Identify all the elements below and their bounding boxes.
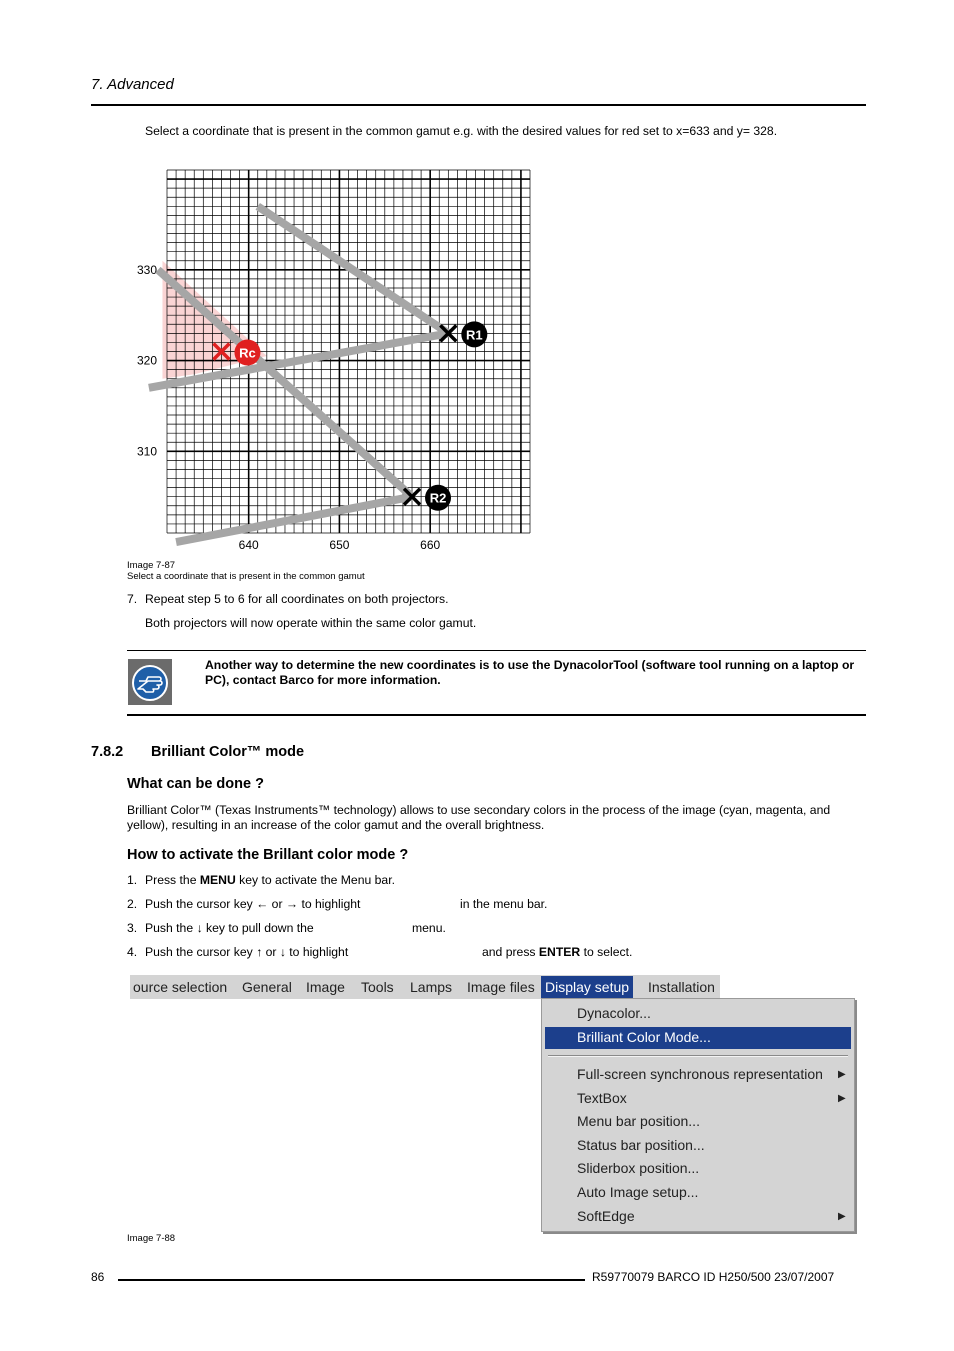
menu-item-textbox[interactable]: TextBox	[577, 1090, 627, 1106]
menu-item-auto-image-setup[interactable]: Auto Image setup...	[577, 1184, 699, 1200]
x-tick-label: 650	[329, 538, 350, 552]
what-text: Brilliant Color™ (Texas Instruments™ technology) allows to use secondary colors in the process of the image (cyan, magenta, and yellow), resulting in an increase of the color gamut and the overall brightness.	[127, 803, 831, 832]
menu-display-setup[interactable]: Display setup	[541, 976, 633, 998]
step-7-number: 7.	[127, 592, 138, 606]
footer-doc-id: R59770079 BARCO ID H250/500 23/07/2007	[592, 1270, 835, 1284]
display-setup-dropdown	[541, 998, 855, 1232]
intro-text: Select a coordinate that is present in the common gamut e.g. with the desired values for red set to x=633 and y= 328.	[145, 124, 778, 138]
section-title: Brilliant Color™ mode	[151, 744, 305, 760]
menu-item-brilliant-color-mode[interactable]: Brilliant Color Mode...	[577, 1029, 711, 1045]
point-label-r2: R2	[429, 490, 447, 506]
figure-2-number: Image 7-88	[127, 1233, 176, 1244]
submenu-arrow-icon: ▶	[838, 1069, 846, 1080]
submenu-arrow-icon: ▶	[838, 1093, 846, 1104]
step-3-text-a: Push the ↓ key to pull down the	[145, 921, 314, 935]
step-1-number: 1.	[127, 873, 138, 887]
note-text: Another way to determine the new coordinates is to use the DynacolorTool (software tool running on a laptop or PC), contact Barco for more information.	[205, 658, 855, 687]
y-tick-label: 330	[136, 262, 157, 277]
step-3-number: 3.	[127, 921, 138, 935]
step-4-number: 4.	[127, 945, 138, 959]
submenu-arrow-icon: ▶	[838, 1211, 846, 1222]
section-number: 7.8.2	[91, 744, 124, 760]
note-bottom-rule	[127, 714, 866, 716]
step-4-text-b: and press ENTER to select.	[482, 945, 633, 959]
menu-source-selection[interactable]: ource selection	[133, 979, 228, 995]
header-rule	[91, 104, 866, 106]
x-tick-label: 660	[420, 538, 441, 552]
menu-item-full-screen-sync[interactable]: Full-screen synchronous representation	[577, 1066, 823, 1082]
menu-item-status-bar-position[interactable]: Status bar position...	[577, 1137, 705, 1153]
menu-tools[interactable]: Tools	[361, 979, 394, 995]
y-tick-label: 310	[136, 444, 157, 459]
step-1-text: Press the MENU key to activate the Menu bar.	[145, 873, 395, 887]
step-2-text-a: Push the cursor key ← or → to highlight	[145, 897, 361, 911]
point-label-r1: R1	[466, 327, 483, 343]
figure-number: Image 7-87	[127, 560, 176, 571]
menu-general[interactable]: General	[242, 979, 292, 995]
note-icon-box	[128, 659, 172, 705]
figure-caption: Select a coordinate that is present in the common gamut	[127, 571, 365, 582]
step-7-subtext: Both projectors will now operate within the same color gamut.	[145, 616, 477, 630]
menu-bar	[130, 975, 720, 999]
point-label-rc: Rc	[239, 345, 256, 361]
menu-item-softedge[interactable]: SoftEdge	[577, 1208, 635, 1224]
step-2-number: 2.	[127, 897, 138, 911]
menu-separator	[548, 1055, 848, 1057]
page-number: 86	[91, 1270, 105, 1284]
pointing-hand-icon	[128, 659, 172, 705]
step-4-text-a: Push the cursor key ↑ or ↓ to highlight	[145, 945, 349, 959]
gamut-chart	[120, 150, 550, 560]
menu-image[interactable]: Image	[306, 979, 345, 995]
footer-rule	[118, 1279, 585, 1281]
step-7-text: Repeat step 5 to 6 for all coordinates on both projectors.	[145, 592, 449, 606]
menu-installation[interactable]: Installation	[648, 979, 715, 995]
y-tick-label: 320	[136, 353, 157, 368]
menu-item-dynacolor[interactable]: Dynacolor...	[577, 1005, 651, 1021]
how-heading: How to activate the Brillant color mode ?	[127, 847, 409, 863]
menu-image-files[interactable]: Image files	[467, 979, 535, 995]
note-top-rule	[127, 650, 866, 651]
chapter-title: 7. Advanced	[91, 76, 174, 93]
menu-item-sliderbox-position[interactable]: Sliderbox position...	[577, 1160, 700, 1176]
menu-item-menu-bar-position[interactable]: Menu bar position...	[577, 1113, 700, 1129]
menu-lamps[interactable]: Lamps	[410, 979, 453, 995]
step-2-text-b: in the menu bar.	[460, 897, 548, 911]
x-tick-label: 640	[238, 538, 259, 552]
step-3-text-b: menu.	[412, 921, 446, 935]
what-heading: What can be done ?	[127, 776, 264, 792]
